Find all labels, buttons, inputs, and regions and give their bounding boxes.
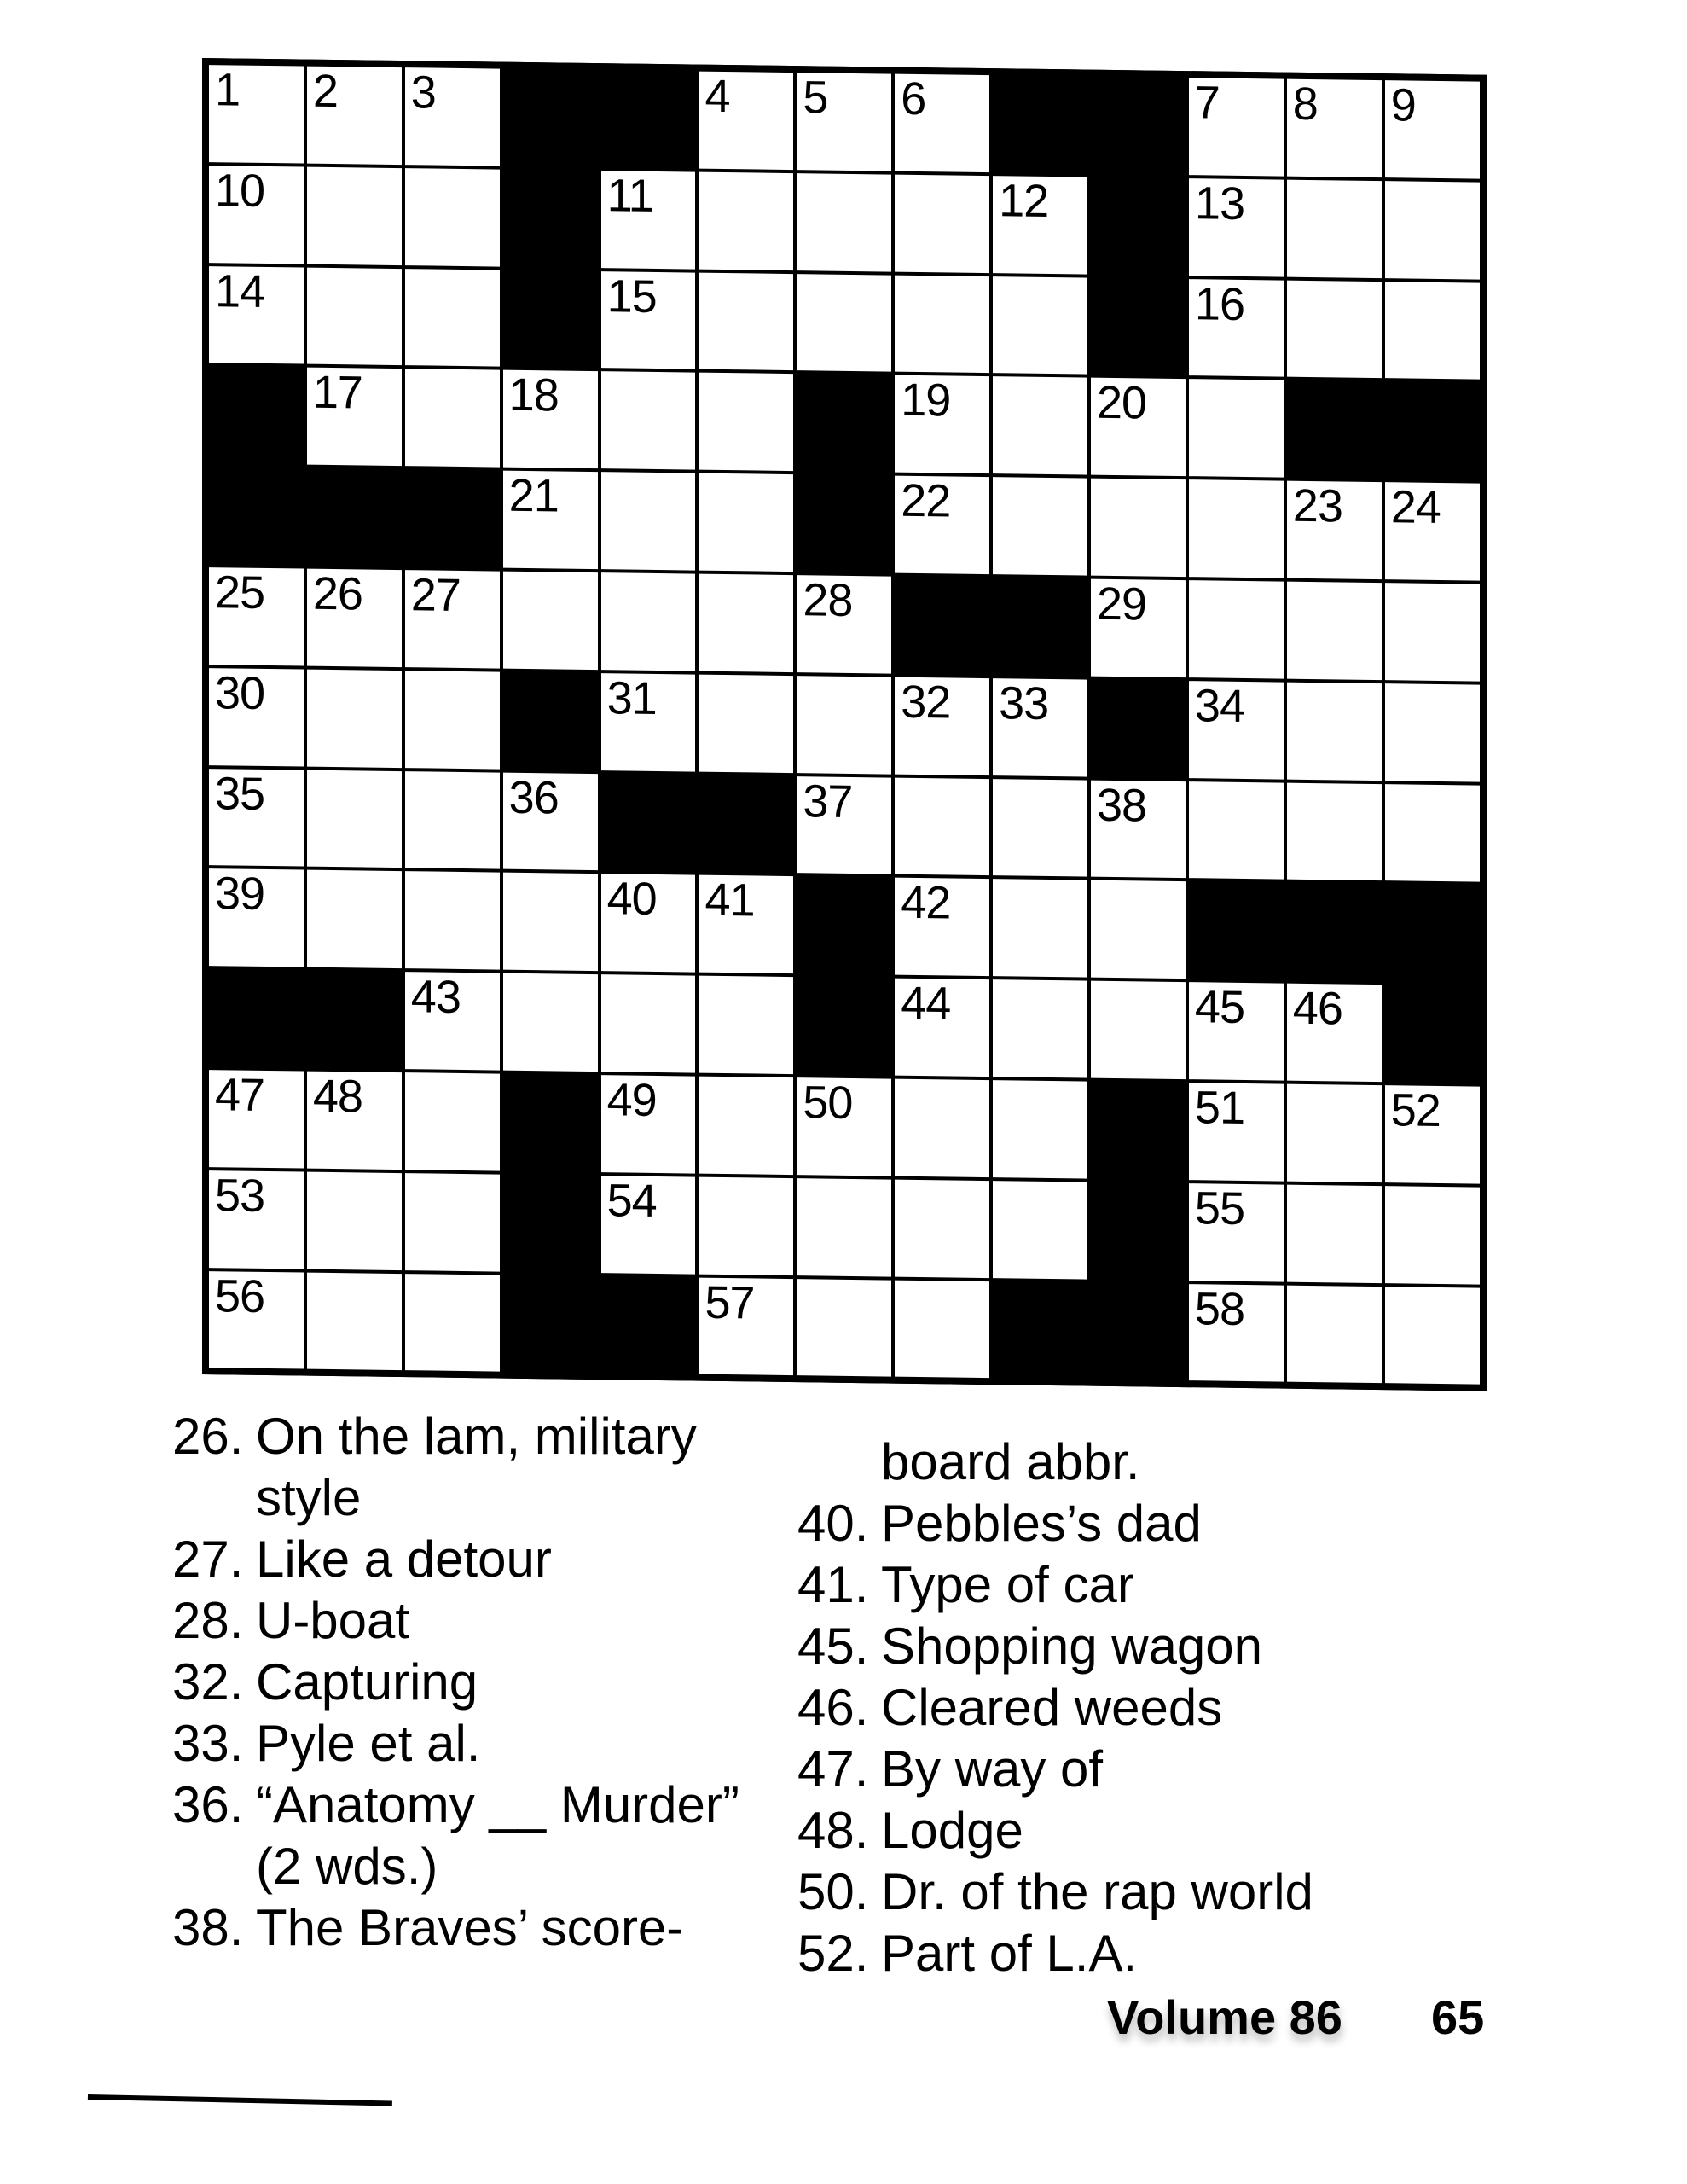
grid-cell[interactable] xyxy=(1385,683,1480,781)
cell-number: 50 xyxy=(803,1077,853,1129)
clue-item xyxy=(797,1432,1454,1493)
grid-cell[interactable] xyxy=(1287,1285,1382,1383)
cell-number: 57 xyxy=(704,1276,755,1329)
grid-cell[interactable] xyxy=(307,870,402,968)
grid-cell[interactable] xyxy=(993,1080,1087,1178)
cell-number: 9 xyxy=(1390,79,1416,131)
grid-cell[interactable] xyxy=(1189,1083,1284,1181)
grid-cell[interactable] xyxy=(405,972,500,1070)
black-square xyxy=(405,469,500,567)
cell-number: 47 xyxy=(215,1069,265,1121)
grid-cell[interactable] xyxy=(405,771,500,869)
grid-cell[interactable] xyxy=(601,472,696,570)
clue-text: Lodge xyxy=(881,1802,1023,1859)
cell-number: 27 xyxy=(410,569,461,621)
black-square xyxy=(601,70,696,168)
black-square xyxy=(797,977,891,1075)
black-square xyxy=(993,1281,1087,1380)
clue-text: board abbr. xyxy=(881,1433,1140,1490)
grid-cell[interactable] xyxy=(1385,1186,1480,1284)
grid-cell[interactable] xyxy=(1091,880,1186,979)
grid-cell[interactable] xyxy=(405,871,500,969)
cell-number: 55 xyxy=(1194,1182,1244,1234)
grid-cell[interactable] xyxy=(895,74,989,172)
grid-cell[interactable] xyxy=(601,1075,696,1173)
cell-number: 18 xyxy=(508,369,559,421)
clue-list-right xyxy=(797,1432,1454,1984)
clue-text: Part of L.A. xyxy=(881,1925,1138,1982)
black-square xyxy=(1091,1182,1186,1280)
grid-cell[interactable] xyxy=(405,671,500,769)
grid-cell[interactable] xyxy=(601,974,696,1072)
grid-cell[interactable] xyxy=(1287,1084,1382,1182)
clue-text: style xyxy=(256,1469,362,1526)
grid-cell[interactable] xyxy=(601,1176,696,1274)
grid-cell[interactable] xyxy=(1287,179,1382,277)
grid-cell[interactable] xyxy=(797,73,891,171)
grid-cell[interactable] xyxy=(1189,681,1284,779)
grid-cell[interactable] xyxy=(993,979,1087,1077)
grid-cell[interactable] xyxy=(1385,1085,1480,1183)
clue-number: 41. xyxy=(797,1556,869,1613)
grid-cell[interactable] xyxy=(895,677,989,775)
grid-cell[interactable] xyxy=(405,369,500,468)
cell-number: 17 xyxy=(312,367,362,419)
grid-cell[interactable] xyxy=(1385,1287,1480,1385)
black-square xyxy=(1189,882,1284,980)
cell-number: 30 xyxy=(215,666,265,719)
black-square xyxy=(797,474,891,572)
clue-item xyxy=(797,1493,1454,1554)
clue-text: Pyle et al. xyxy=(256,1715,481,1772)
grid-cell[interactable] xyxy=(699,473,793,572)
grid-cell[interactable] xyxy=(601,271,696,369)
clue-text: By way of xyxy=(881,1740,1104,1798)
cell-number: 49 xyxy=(606,1074,657,1126)
clue-number: 48. xyxy=(797,1802,869,1859)
cell-number: 4 xyxy=(704,70,730,123)
grid-cell[interactable] xyxy=(1091,479,1186,577)
clue-number: 47. xyxy=(797,1740,869,1798)
grid-cell[interactable] xyxy=(405,570,500,668)
clue-item xyxy=(797,1800,1454,1862)
clue-text: U-boat xyxy=(256,1592,410,1649)
grid-cell[interactable] xyxy=(601,372,696,470)
cell-number: 32 xyxy=(901,676,951,729)
black-square xyxy=(699,775,793,873)
grid-cell[interactable] xyxy=(209,65,304,163)
grid-cell[interactable] xyxy=(699,875,793,973)
black-square xyxy=(797,877,891,975)
grid-cell[interactable] xyxy=(895,979,989,1077)
clue-item xyxy=(172,1529,795,1590)
cell-number: 33 xyxy=(999,677,1049,729)
cell-number: 38 xyxy=(1097,779,1147,832)
grid-cell[interactable] xyxy=(699,674,793,772)
cell-number: 26 xyxy=(312,567,362,620)
grid-cell[interactable] xyxy=(209,868,304,967)
clue-item xyxy=(797,1739,1454,1800)
grid-cell[interactable] xyxy=(209,668,304,766)
cell-number: 53 xyxy=(215,1169,265,1222)
grid-cell[interactable] xyxy=(1091,780,1186,878)
grid-cell[interactable] xyxy=(209,266,304,364)
black-square xyxy=(503,1275,598,1373)
grid-cell[interactable] xyxy=(1287,280,1382,378)
cell-number: 56 xyxy=(215,1269,265,1322)
grid-cell[interactable] xyxy=(405,168,500,266)
cell-number: 1 xyxy=(215,64,241,116)
cell-number: 54 xyxy=(606,1174,657,1227)
cell-number: 7 xyxy=(1194,77,1220,129)
black-square xyxy=(1385,382,1480,480)
clue-item xyxy=(172,1590,795,1652)
grid-cell[interactable] xyxy=(1189,479,1284,578)
grid-cell[interactable] xyxy=(699,574,793,672)
black-square xyxy=(1091,177,1186,275)
clue-item xyxy=(172,1652,795,1713)
black-square xyxy=(993,578,1087,676)
grid-cell[interactable] xyxy=(1189,279,1284,377)
clue-item xyxy=(172,1713,795,1774)
clue-continuation-line xyxy=(256,1836,795,1897)
black-square xyxy=(1385,885,1480,983)
grid-cell[interactable] xyxy=(307,1171,402,1269)
grid-cell[interactable] xyxy=(503,873,598,971)
black-square xyxy=(1091,679,1186,777)
grid-cell[interactable] xyxy=(307,267,402,365)
grid-cell[interactable] xyxy=(1189,380,1284,478)
black-square xyxy=(503,270,598,368)
black-square xyxy=(503,169,598,267)
clue-item xyxy=(797,1923,1454,1984)
cell-number: 3 xyxy=(410,67,436,119)
cell-number: 25 xyxy=(215,566,265,619)
cell-number: 34 xyxy=(1194,680,1244,732)
cell-number: 48 xyxy=(312,1070,362,1123)
cell-number: 20 xyxy=(1097,377,1147,429)
grid-cell[interactable] xyxy=(895,1280,989,1378)
cell-number: 10 xyxy=(215,164,265,217)
grid-cell[interactable] xyxy=(405,1072,500,1170)
cell-number: 23 xyxy=(1292,479,1342,532)
clue-number: 33. xyxy=(172,1715,244,1772)
cell-number: 13 xyxy=(1194,177,1244,229)
clue-text: The Braves’ score- xyxy=(256,1899,684,1956)
black-square xyxy=(503,69,598,167)
grid-cell[interactable] xyxy=(797,575,891,673)
cell-number: 51 xyxy=(1194,1082,1244,1134)
clue-text: Type of car xyxy=(881,1556,1134,1613)
grid-cell[interactable] xyxy=(797,274,891,372)
grid-cell[interactable] xyxy=(797,676,891,774)
grid-cell[interactable] xyxy=(1091,579,1186,677)
black-square xyxy=(601,774,696,872)
clue-number: 36. xyxy=(172,1776,244,1833)
clue-item xyxy=(797,1862,1454,1923)
cell-number: 15 xyxy=(606,270,657,322)
cell-number: 52 xyxy=(1390,1084,1441,1136)
cell-number: 5 xyxy=(803,72,828,124)
black-square xyxy=(993,75,1087,173)
clue-text: Capturing xyxy=(256,1653,478,1711)
grid-cell[interactable] xyxy=(503,370,598,468)
clue-text: Pebbles’s dad xyxy=(881,1495,1202,1552)
cell-number: 45 xyxy=(1194,981,1244,1034)
grid-cell[interactable] xyxy=(895,777,989,875)
cell-number: 36 xyxy=(508,771,559,824)
grid-cell[interactable] xyxy=(699,1277,793,1375)
grid-cell[interactable] xyxy=(503,772,598,870)
cell-number: 16 xyxy=(1194,277,1244,330)
grid-cell[interactable] xyxy=(797,1178,891,1276)
footer xyxy=(1107,1989,1484,2045)
grid-cell[interactable] xyxy=(307,669,402,767)
grid-cell[interactable] xyxy=(1091,981,1186,1079)
cell-number: 29 xyxy=(1097,578,1147,630)
grid-cell[interactable] xyxy=(1091,378,1186,476)
grid-cell[interactable] xyxy=(307,368,402,466)
grid-cell[interactable] xyxy=(601,171,696,269)
black-square xyxy=(209,467,304,565)
clue-text: Cleared weeds xyxy=(881,1679,1223,1736)
grid-cell[interactable] xyxy=(601,572,696,671)
grid-cell[interactable] xyxy=(699,272,793,370)
grid-cell[interactable] xyxy=(503,572,598,670)
grid-cell[interactable] xyxy=(209,1271,304,1369)
cell-number: 24 xyxy=(1390,481,1441,534)
grid-cell[interactable] xyxy=(895,174,989,272)
grid-cell[interactable] xyxy=(699,976,793,1074)
clue-text: Shopping wagon xyxy=(881,1618,1263,1675)
grid-cell[interactable] xyxy=(1189,781,1284,880)
grid-cell[interactable] xyxy=(1287,1184,1382,1282)
grid-cell[interactable] xyxy=(307,1272,402,1370)
cell-number: 14 xyxy=(215,264,265,317)
clue-number: 32. xyxy=(172,1653,244,1711)
grid-cell[interactable] xyxy=(307,770,402,868)
black-square xyxy=(797,375,891,473)
black-square xyxy=(503,1074,598,1172)
grid-cell[interactable] xyxy=(993,779,1087,877)
clue-number: 45. xyxy=(797,1618,869,1675)
grid-cell[interactable] xyxy=(1287,582,1382,680)
grid-cell[interactable] xyxy=(993,176,1087,274)
clue-text: (2 wds.) xyxy=(256,1838,438,1895)
black-square xyxy=(1385,985,1480,1083)
cell-number: 6 xyxy=(901,73,926,125)
grid-cell[interactable] xyxy=(993,276,1087,375)
grid-cell[interactable] xyxy=(1189,1284,1284,1382)
cell-number: 37 xyxy=(803,775,853,828)
cell-number: 2 xyxy=(312,65,338,118)
grid-cell[interactable] xyxy=(797,776,891,874)
cell-number: 41 xyxy=(704,874,755,926)
grid-cell[interactable] xyxy=(1189,178,1284,276)
black-square xyxy=(1091,1082,1186,1180)
clue-item xyxy=(797,1616,1454,1677)
grid-cell[interactable] xyxy=(895,878,989,976)
cell-number: 22 xyxy=(901,474,951,527)
grid-cell[interactable] xyxy=(209,567,304,665)
black-square xyxy=(1091,77,1186,175)
grid-cell[interactable] xyxy=(1385,784,1480,882)
cell-number: 35 xyxy=(215,767,265,820)
grid-cell[interactable] xyxy=(209,769,304,867)
grid-cell[interactable] xyxy=(993,880,1087,978)
clue-number: 26. xyxy=(172,1408,244,1465)
crossword-grid xyxy=(202,58,1487,1391)
cell-number: 21 xyxy=(508,469,559,522)
black-square xyxy=(1091,1282,1186,1380)
cell-number: 44 xyxy=(901,977,951,1030)
clue-number: 27. xyxy=(172,1531,244,1588)
clue-number: 28. xyxy=(172,1592,244,1649)
grid-cell[interactable] xyxy=(1287,782,1382,880)
grid-cell[interactable] xyxy=(895,1079,989,1177)
clue-list-left xyxy=(172,1406,795,1959)
bottom-rule-line xyxy=(88,2094,392,2106)
grid-cell[interactable] xyxy=(1287,984,1382,1082)
grid-cell[interactable] xyxy=(503,973,598,1072)
cell-number: 46 xyxy=(1292,982,1342,1035)
grid-cell[interactable] xyxy=(797,1279,891,1377)
black-square xyxy=(1287,883,1382,981)
grid-cell[interactable] xyxy=(895,476,989,574)
clue-item xyxy=(172,1406,795,1467)
grid-cell[interactable] xyxy=(601,874,696,972)
clue-text: “Anatomy __ Murder” xyxy=(256,1776,739,1833)
grid-cell[interactable] xyxy=(797,1077,891,1176)
cell-number: 58 xyxy=(1194,1282,1244,1335)
grid-cell[interactable] xyxy=(1385,80,1480,178)
grid-cell[interactable] xyxy=(993,1181,1087,1279)
cell-number: 19 xyxy=(901,375,951,427)
grid-cell[interactable] xyxy=(895,375,989,473)
grid-cell[interactable] xyxy=(699,1077,793,1175)
grid-cell[interactable] xyxy=(895,275,989,373)
grid-cell[interactable] xyxy=(209,1170,304,1269)
black-square xyxy=(1091,277,1186,375)
grid-cell[interactable] xyxy=(993,377,1087,475)
grid-cell[interactable] xyxy=(601,673,696,771)
grid-cell[interactable] xyxy=(307,166,402,264)
cell-number: 40 xyxy=(606,873,657,926)
clue-number: 40. xyxy=(797,1495,869,1552)
grid-cell[interactable] xyxy=(993,477,1087,575)
page-number: 65 xyxy=(1430,1990,1485,2044)
black-square xyxy=(209,366,304,464)
cell-number: 42 xyxy=(901,877,951,929)
clue-text: Dr. of the rap world xyxy=(881,1863,1313,1920)
clue-text: On the lam, military xyxy=(256,1408,697,1465)
grid-cell[interactable] xyxy=(699,72,793,170)
grid-cell[interactable] xyxy=(1189,1183,1284,1281)
clue-continuation-line xyxy=(256,1467,795,1529)
black-square xyxy=(503,671,598,770)
grid-cell[interactable] xyxy=(307,569,402,667)
grid-cell[interactable] xyxy=(797,173,891,271)
clue-item xyxy=(172,1774,795,1836)
cell-number: 28 xyxy=(803,574,853,626)
grid-cell[interactable] xyxy=(1385,583,1480,681)
cell-number: 8 xyxy=(1292,78,1318,131)
grid-cell[interactable] xyxy=(895,1179,989,1277)
black-square xyxy=(307,468,402,566)
cell-number: 11 xyxy=(606,170,653,222)
grid-cell[interactable] xyxy=(209,1070,304,1168)
black-square xyxy=(895,577,989,675)
grid-cell[interactable] xyxy=(209,166,304,264)
black-square xyxy=(503,1174,598,1272)
grid-cell[interactable] xyxy=(503,471,598,569)
volume-label: Volume 86 xyxy=(1107,1990,1342,2044)
clue-number: 52. xyxy=(797,1925,869,1982)
cell-number: 31 xyxy=(606,671,657,724)
clue-item xyxy=(797,1677,1454,1739)
grid-cell[interactable] xyxy=(1385,181,1480,279)
clue-item xyxy=(797,1554,1454,1616)
clue-number: 38. xyxy=(172,1899,244,1956)
grid-cell[interactable] xyxy=(405,67,500,166)
grid-cell[interactable] xyxy=(307,1072,402,1170)
cell-number: 43 xyxy=(410,971,461,1024)
black-square xyxy=(601,1276,696,1374)
grid-cell[interactable] xyxy=(1287,481,1382,579)
black-square xyxy=(209,969,304,1067)
grid-cell[interactable] xyxy=(307,67,402,165)
grid-cell[interactable] xyxy=(405,1274,500,1372)
grid-cell[interactable] xyxy=(699,171,793,270)
clue-text: Like a detour xyxy=(256,1531,552,1588)
cell-number: 12 xyxy=(999,175,1049,227)
grid-cell[interactable] xyxy=(1287,682,1382,780)
grid-cell[interactable] xyxy=(993,678,1087,776)
cell-number: 39 xyxy=(215,868,265,921)
black-square xyxy=(1287,380,1382,479)
clue-number: 46. xyxy=(797,1679,869,1736)
grid-cell[interactable] xyxy=(699,1176,793,1275)
grid-cell[interactable] xyxy=(1189,982,1284,1080)
black-square xyxy=(307,971,402,1069)
grid-cell[interactable] xyxy=(405,269,500,367)
grid-cell[interactable] xyxy=(1287,79,1382,177)
grid-cell[interactable] xyxy=(1189,580,1284,678)
clue-item xyxy=(172,1897,795,1959)
grid-cell[interactable] xyxy=(1385,282,1480,380)
grid-cell[interactable] xyxy=(1189,78,1284,176)
clue-number: 50. xyxy=(797,1863,869,1920)
grid-cell[interactable] xyxy=(405,1173,500,1271)
grid-cell[interactable] xyxy=(1385,482,1480,580)
grid-cell[interactable] xyxy=(699,373,793,471)
